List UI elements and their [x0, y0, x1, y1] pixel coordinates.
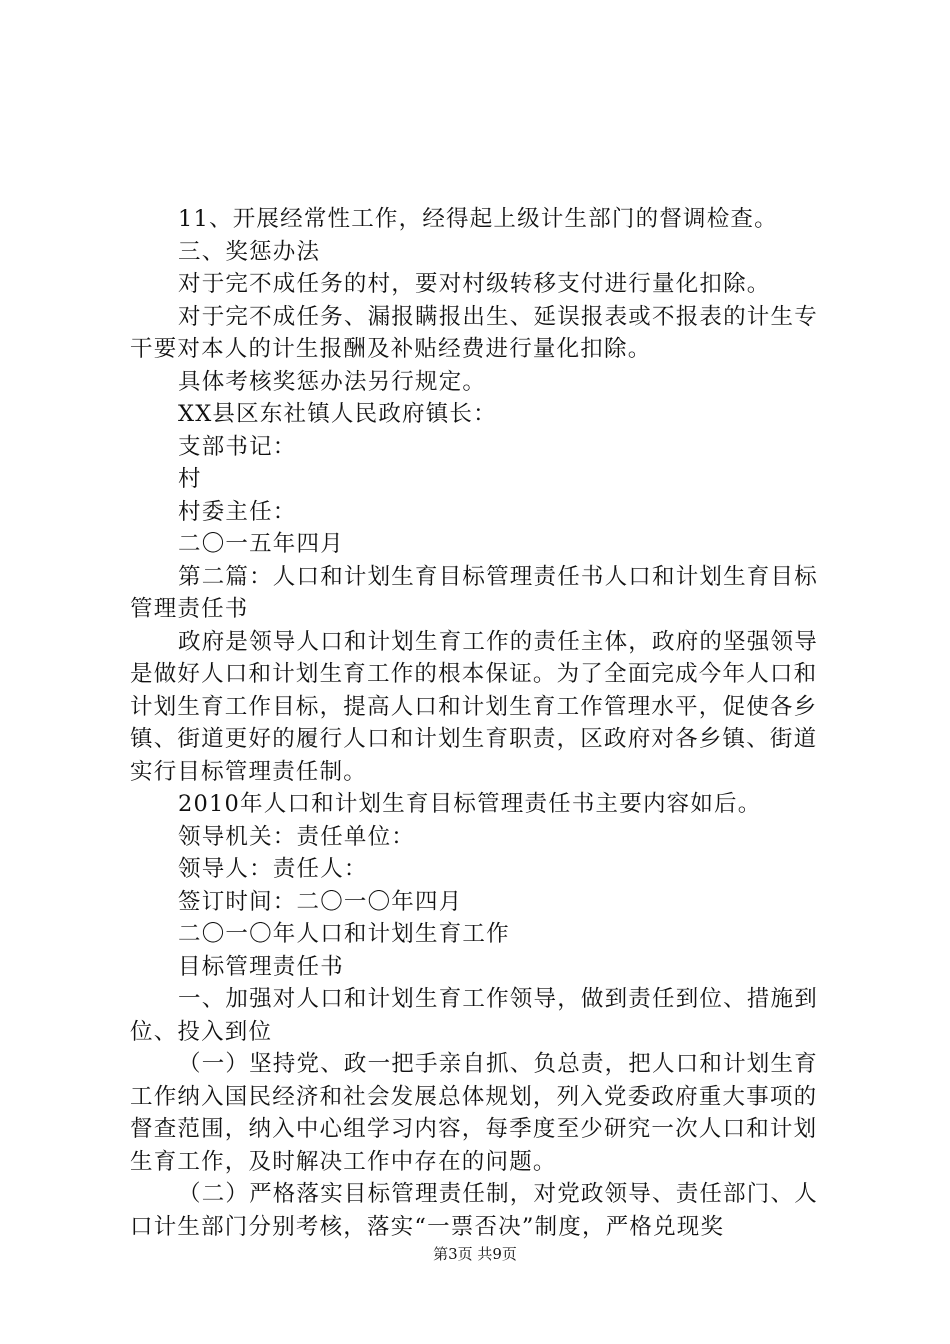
page-footer: 第3页 共9页 — [433, 1245, 517, 1263]
signature-village: 村 — [178, 466, 202, 492]
paragraph-staff-deduction: 对于完不成任务、漏报瞒报出生、延误报表或不报表的计生专干要对本人的计生报酬及补贴经费进行量化扣除。 — [130, 303, 818, 362]
paragraph-assessment-rules: 具体考核奖惩办法另行规定。 — [178, 368, 487, 395]
heading-rewards-penalties: 三、奖惩办法 — [178, 238, 321, 265]
signature-party-secretary: 支部书记： — [178, 433, 297, 460]
title-target-responsibility: 目标管理责任书 — [178, 953, 344, 980]
subsection-two: （二）严格落实目标管理责任制，对党政领导、责任部门、人口计生部门分别考核，落实“一票否决”制度，严格兑现奖 — [130, 1181, 818, 1240]
document-body — [130, 203, 835, 1243]
paragraph-village-deduction: 对于完不成任务的村，要对村级转移支付进行量化扣除。 — [178, 271, 771, 297]
field-leading-organ: 领导机关：责任单位： — [178, 823, 416, 850]
subsection-one: （一）坚持党、政一把手亲自抓、负总责，把人口和计划生育工作纳入国民经济和社会发展总体规划，列入党委政府重大事项的督查范围，纳入中心组学习内容，每季度至少研究一次人口和计划生育工作，及时解决工作中存在的问题。 — [130, 1051, 818, 1175]
signature-committee-director: 村委主任： — [178, 498, 297, 525]
section-one-heading: 一、加强对人口和计划生育工作领导，做到责任到位、措施到位、投入到位 — [130, 986, 818, 1045]
date-2015: 二〇一五年四月 — [178, 531, 344, 557]
paragraph-2010-contents: 2010年人口和计划生育目标管理责任书主要内容如后。 — [178, 791, 762, 817]
field-leader: 领导人：责任人： — [178, 856, 368, 882]
field-signing-time: 签订时间：二〇一〇年四月 — [178, 888, 463, 915]
paragraph-item-11: 11、开展经常性工作，经得起上级计生部门的督调检查。 — [178, 206, 778, 232]
signature-mayor: XX县区东社镇人民政府镇长： — [178, 401, 497, 427]
title-2010-work: 二〇一〇年人口和计划生育工作 — [178, 921, 510, 947]
paragraph-government-responsibility: 政府是领导人口和计划生育工作的责任主体，政府的坚强领导是做好人口和计划生育工作的根本保证。为了全面完成今年人口和计划生育工作目标，提高人口和计划生育工作管理水平，促使各乡镇、街道更好的履行人口和计划生育职责，区政府对各乡镇、街道实行目标管理责任制。 — [130, 628, 818, 785]
chapter-two-title: 第二篇：人口和计划生育目标管理责任书人口和计划生育目标管理责任书 — [130, 563, 818, 622]
